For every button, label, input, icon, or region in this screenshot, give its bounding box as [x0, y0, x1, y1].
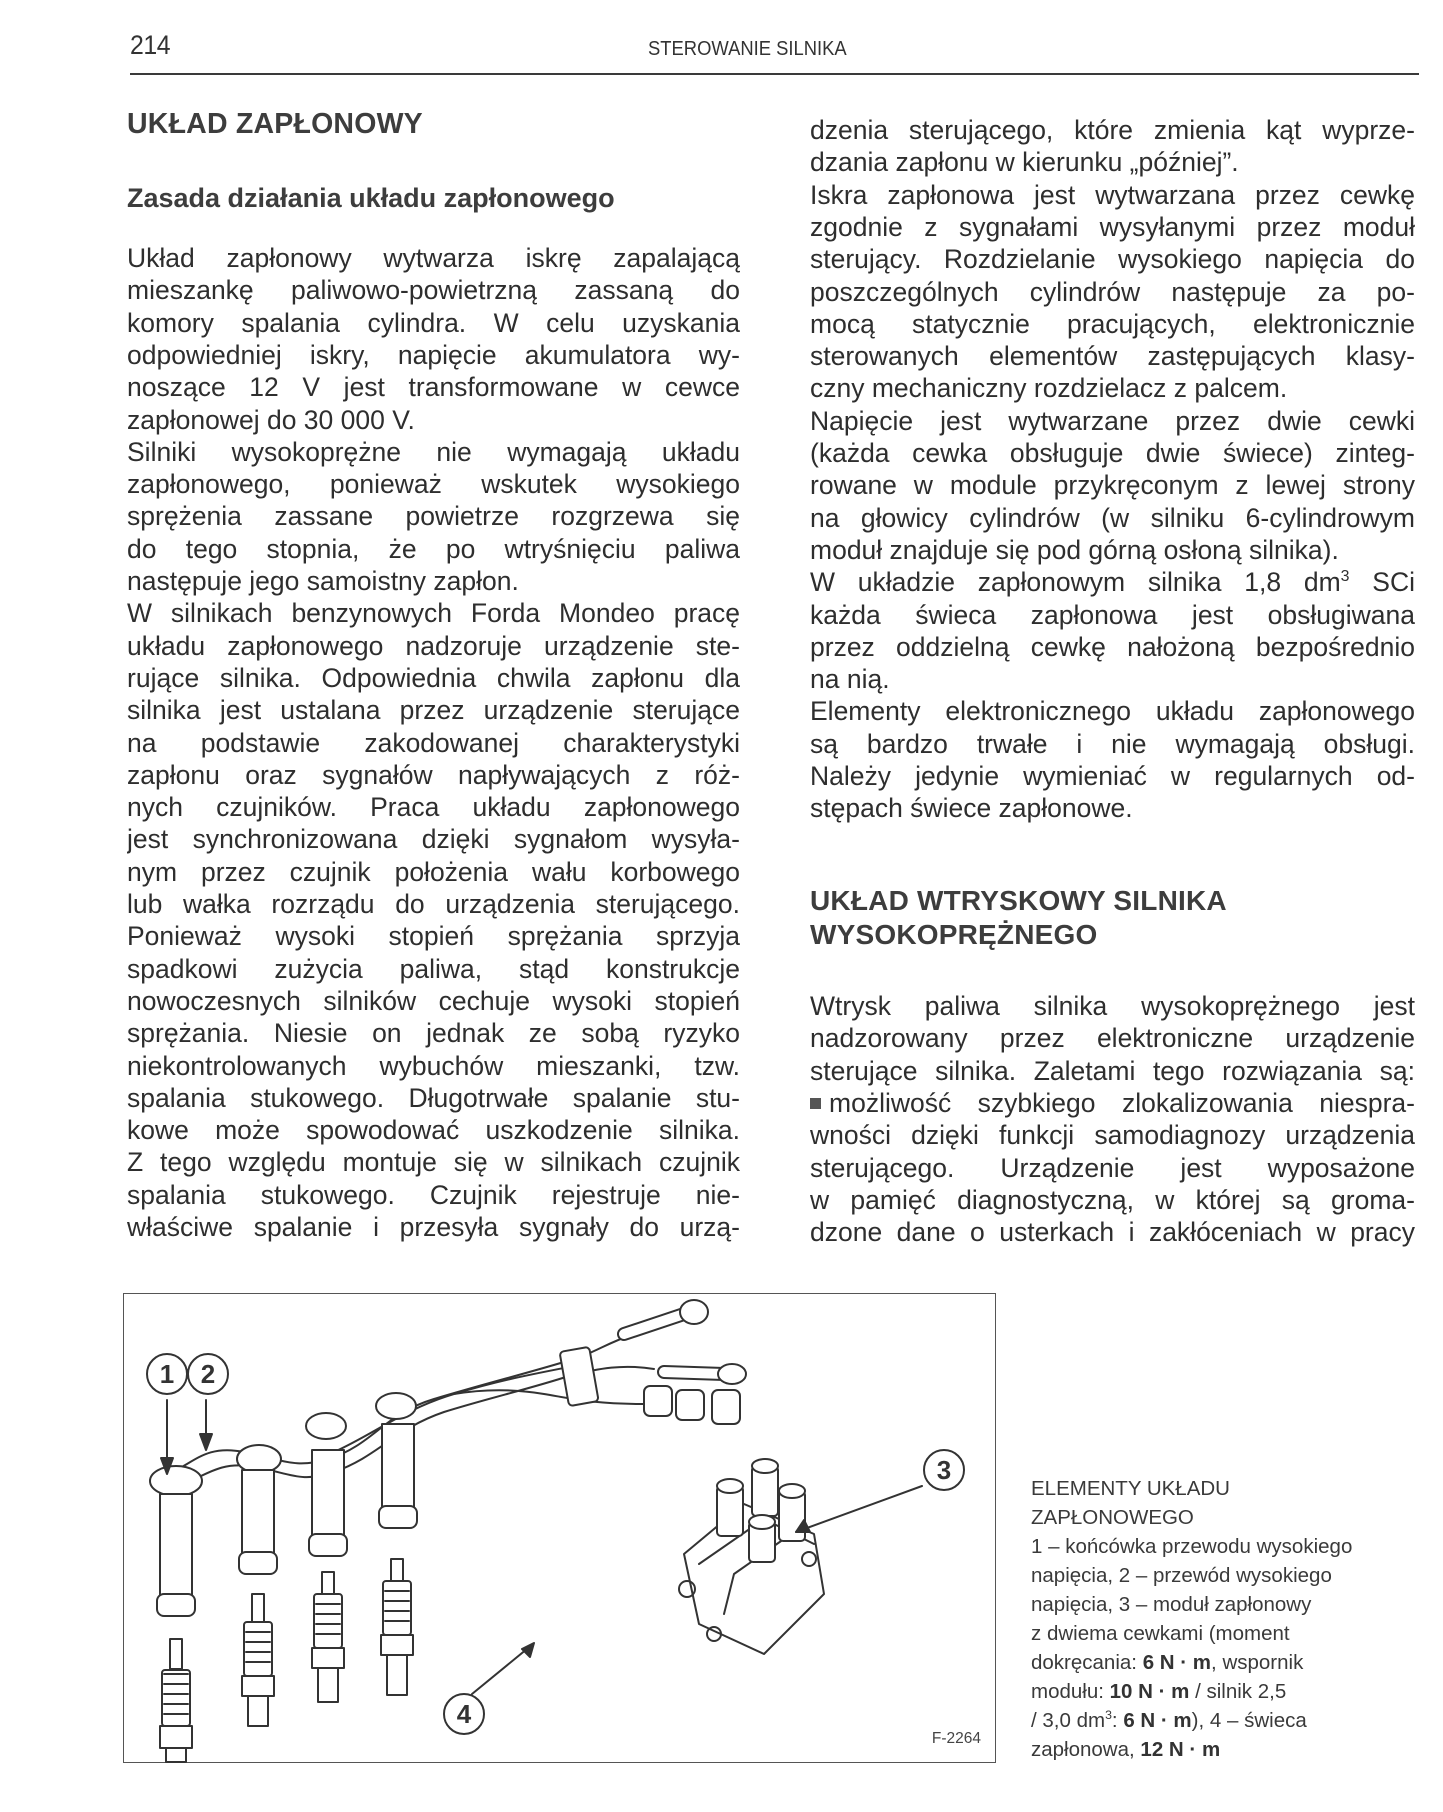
text-segment: W silnikach benzynowych Forda Mondeo pracę	[127, 598, 740, 629]
callout-1: 1	[159, 1359, 175, 1389]
text-segment: rowane w module przykręconym z lewej strony	[810, 470, 1415, 501]
ignition-components-figure	[123, 1293, 996, 1763]
text-line	[810, 792, 1415, 824]
text-segment: Z tego względu montuje się w silnikach czujnik	[127, 1147, 740, 1178]
text-segment: lub wałka rozrządu do urządzenia sterującego.	[127, 889, 740, 919]
callout-4: 4	[456, 1699, 472, 1729]
text-line	[127, 953, 740, 985]
bullet-square-icon	[810, 1098, 821, 1109]
text-line	[127, 791, 740, 823]
caption-line: 1 – końcówka przewodu wysokiego	[1031, 1535, 1353, 1558]
text-line	[810, 243, 1415, 275]
text-segment: nowoczesnych silników cechuje wysoki stopień	[127, 985, 740, 1016]
text-line	[127, 404, 740, 436]
caption-line: z dwiema cewkami (moment	[1031, 1622, 1290, 1645]
caption-text: / 3,0 dm	[1031, 1709, 1106, 1732]
text-segment: każda świeca zapłonowa jest obsługiwana	[810, 599, 1415, 630]
caption-text: :	[1111, 1709, 1124, 1732]
torque-value: 6 N · m	[1123, 1709, 1192, 1732]
text-segment: zapłonowej do 30 000 V.	[127, 404, 415, 435]
text-line	[810, 437, 1415, 469]
text-line	[810, 405, 1415, 437]
text-segment: są bardzo trwałe i nie wymagają obsługi.	[810, 728, 1415, 759]
text-segment: nadzorowany przez elektroniczne urządzenie	[810, 1023, 1415, 1054]
text-line	[810, 1184, 1415, 1216]
text-line	[127, 1050, 740, 1082]
text-line	[810, 308, 1415, 340]
caption-title-line2: ZAPŁONOWEGO	[1031, 1506, 1194, 1529]
text-segment: na podstawie zakodowanej charakterystyki	[127, 727, 740, 758]
text-segment: niekontrolowanych wybuchów mieszanki, tzw.	[127, 1050, 740, 1081]
text-segment: silnika jest ustalana przez urządzenie sterujące	[127, 695, 740, 726]
text-line	[127, 759, 740, 791]
text-segment: Elementy elektronicznego układu zapłonowego	[810, 696, 1415, 727]
text-line	[127, 1211, 740, 1243]
text-line	[127, 307, 740, 339]
text-segment: sprężania. Niesie on jednak ze sobą ryzyko	[127, 1018, 740, 1049]
caption-text: zapłonowa,	[1031, 1738, 1141, 1761]
text-line	[127, 888, 740, 920]
text-segment: dzenia sterującego, które zmienia kąt wyprze-	[810, 115, 1415, 145]
text-segment: następuje jego samoistny zapłon.	[127, 566, 519, 596]
running-head: STEROWANIE SILNIKA	[648, 38, 847, 60]
subsection-title-principle: Zasada działania układu zapłonowego	[127, 183, 615, 213]
section-title-ignition: UKŁAD ZAPŁONOWY	[127, 108, 423, 140]
text-segment: Ponieważ wysoki stopień sprężania sprzyja	[127, 921, 740, 952]
text-line	[127, 339, 740, 371]
caption-text: / silnik 2,5	[1189, 1680, 1287, 1703]
text-segment: Silniki wysokoprężne nie wymagają układu	[127, 436, 740, 467]
text-line	[810, 340, 1415, 372]
text-line	[810, 566, 1415, 598]
text-segment: Wtrysk paliwa silnika wysokoprężnego jest	[810, 991, 1415, 1021]
text-segment: spalania stukowego. Czujnik rejestruje nie-	[127, 1179, 740, 1210]
text-line	[810, 599, 1415, 631]
text-segment: Napięcie jest wytwarzane przez dwie cewki	[810, 405, 1415, 436]
superscript: 3	[1105, 1708, 1112, 1723]
text-line	[127, 694, 740, 726]
text-line	[127, 533, 740, 565]
text-line	[810, 990, 1415, 1022]
text-line	[127, 662, 740, 694]
text-line	[127, 436, 740, 468]
text-line	[810, 146, 1415, 178]
text-line	[127, 1146, 740, 1178]
text-segment: nym przez czujnik położenia wału korbowego	[127, 856, 740, 887]
text-line	[810, 1022, 1415, 1054]
torque-value: 6 N · m	[1142, 1651, 1212, 1674]
text-segment: mocą statycznie pracujących, elektronicznie	[810, 308, 1415, 339]
caption-text: , wspornik	[1211, 1651, 1304, 1674]
text-segment: spadkowi zużycia paliwa, stąd konstrukcje	[127, 953, 740, 984]
text-segment: dzania zapłonu w kierunku „później”.	[810, 147, 1239, 178]
text-line	[127, 1017, 740, 1049]
section-title-diesel-line1: UKŁAD WTRYSKOWY SILNIKA	[810, 885, 1227, 916]
text-line	[127, 1114, 740, 1146]
text-segment: dzone dane o usterkach i zakłóceniach w pracy	[810, 1217, 1415, 1248]
text-line	[810, 114, 1415, 146]
figure-id: F-2264	[931, 1730, 981, 1747]
text-segment: możliwość szybkiego zlokalizowania niespra-	[829, 1087, 1415, 1118]
text-segment: czny mechaniczny rozdzielacz z palcem.	[810, 373, 1288, 404]
caption-line: napięcia, 3 – moduł zapłonowy	[1031, 1593, 1312, 1616]
text-line	[810, 1055, 1415, 1087]
caption-text: modułu:	[1031, 1680, 1110, 1703]
text-segment: sterujące silnika. Zaletami tego rozwiązania są:	[810, 1055, 1415, 1086]
text-line	[127, 597, 740, 629]
text-segment: komory spalania cylindra. W celu uzyskania	[127, 307, 740, 338]
text-segment: kowe może spowodować uszkodzenie silnika.	[127, 1115, 740, 1146]
text-line	[810, 695, 1415, 727]
caption-line: napięcia, 2 – przewód wysokiego	[1031, 1564, 1332, 1587]
text-segment: przez oddzielną cewkę nałożoną bezpośrednio	[810, 631, 1415, 662]
text-segment: układu zapłonowego nadzoruje urządzenie ste-	[127, 630, 740, 661]
text-line	[810, 179, 1415, 211]
text-line	[810, 534, 1415, 566]
text-line	[127, 823, 740, 855]
text-segment: zapłonu oraz sygnałów napływających z róż-	[127, 759, 740, 790]
text-segment: spalania stukowego. Długotrwałe spalanie stu-	[127, 1082, 740, 1113]
caption-line	[1031, 1648, 1431, 1677]
text-segment: właściwe spalanie i przesyła sygnały do urzą-	[127, 1212, 740, 1242]
text-line	[127, 1179, 740, 1211]
text-line	[127, 727, 740, 759]
text-segment: stępach świece zapłonowe.	[810, 793, 1133, 824]
caption-text: dokręcania:	[1031, 1651, 1143, 1674]
text-line	[810, 276, 1415, 308]
callout-3: 3	[936, 1455, 952, 1485]
text-line	[127, 565, 740, 597]
text-segment: zgodnie z sygnałami wysyłanymi przez moduł	[810, 211, 1415, 242]
text-line	[810, 1152, 1415, 1184]
text-line	[127, 242, 740, 274]
caption-line	[1031, 1677, 1431, 1706]
text-segment: mieszankę paliwowo-powietrzną zassaną do	[127, 275, 740, 306]
text-segment: sterujący. Rozdzielanie wysokiego napięcia do	[810, 244, 1415, 275]
text-line	[810, 502, 1415, 534]
section-title-diesel-line2: WYSOKOPRĘŻNEGO	[810, 919, 1098, 950]
text-line	[127, 920, 740, 952]
text-line	[810, 631, 1415, 663]
caption-title-line1: ELEMENTY UKŁADU	[1031, 1477, 1230, 1500]
text-segment: odpowiedniej iskry, napięcie akumulatora wy-	[127, 339, 740, 370]
page-number: 214	[130, 30, 171, 60]
text-segment: w pamięć diagnostyczną, w której są groma-	[810, 1184, 1415, 1215]
text-line	[810, 663, 1415, 695]
text-segment: nych czujników. Praca układu zapłonowego	[127, 792, 740, 823]
text-line	[127, 1082, 740, 1114]
torque-value: 12 N · m	[1140, 1738, 1221, 1761]
text-segment: Układ zapłonowy wytwarza iskrę zapalającą	[127, 243, 740, 273]
text-segment: SCi	[1349, 567, 1415, 598]
header-rule	[130, 73, 1419, 75]
text-line	[127, 468, 740, 500]
text-segment: na nią.	[810, 664, 890, 695]
text-line	[810, 1216, 1415, 1248]
text-line	[127, 630, 740, 662]
text-segment: moduł znajduje się pod górną osłoną silnika).	[810, 534, 1339, 565]
text-segment: Iskra zapłonowa jest wytwarzana przez cewkę	[810, 179, 1415, 210]
text-segment: rujące silnika. Odpowiednia chwila zapłonu dla	[127, 662, 740, 693]
caption-text: ), 4 – świeca	[1191, 1709, 1307, 1732]
text-line	[810, 1087, 1415, 1119]
text-segment: sprężenia zassane powietrze rozgrzewa się	[127, 501, 740, 532]
text-line	[810, 728, 1415, 760]
text-line	[127, 985, 740, 1017]
text-line	[810, 372, 1415, 404]
text-line	[127, 371, 740, 403]
text-segment: na głowicy cylindrów (w silniku 6-cylindrowym	[810, 502, 1415, 533]
text-segment: noszące 12 V jest transformowane w cewce	[127, 372, 740, 403]
text-segment: wności dzięki funkcji samodiagnozy urządzenia	[810, 1120, 1415, 1151]
figure-caption	[1031, 1474, 1431, 1764]
text-line	[810, 1119, 1415, 1151]
text-segment: do tego stopnia, że po wtryśnięciu paliwa	[127, 533, 740, 564]
ignition-diagram-illustration	[124, 1294, 997, 1764]
callout-2: 2	[200, 1359, 216, 1389]
caption-line	[1031, 1706, 1431, 1735]
text-segment: poszczególnych cylindrów następuje za po-	[810, 276, 1415, 307]
text-segment: zapłonowego, ponieważ wskutek wysokiego	[127, 469, 740, 500]
superscript: 3	[1340, 568, 1350, 586]
caption-line	[1031, 1735, 1431, 1764]
text-segment: sterującego. Urządzenie jest wyposażone	[810, 1152, 1415, 1183]
text-line	[810, 469, 1415, 501]
text-segment: sterowanych elementów zastępujących klasy-	[810, 341, 1415, 372]
text-line	[127, 500, 740, 532]
text-segment: Należy jedynie wymieniać w regularnych od-	[810, 761, 1415, 791]
text-line	[810, 211, 1415, 243]
text-segment: (każda cewka obsługuje dwie świece) zinteg-	[810, 438, 1415, 468]
text-line	[810, 760, 1415, 792]
torque-value: 10 N · m	[1109, 1680, 1190, 1703]
text-line	[127, 274, 740, 306]
text-segment: W układzie zapłonowym silnika 1,8 dm	[810, 567, 1341, 598]
text-line	[127, 856, 740, 888]
text-segment: jest synchronizowana dzięki sygnałom wysyła-	[127, 824, 740, 855]
